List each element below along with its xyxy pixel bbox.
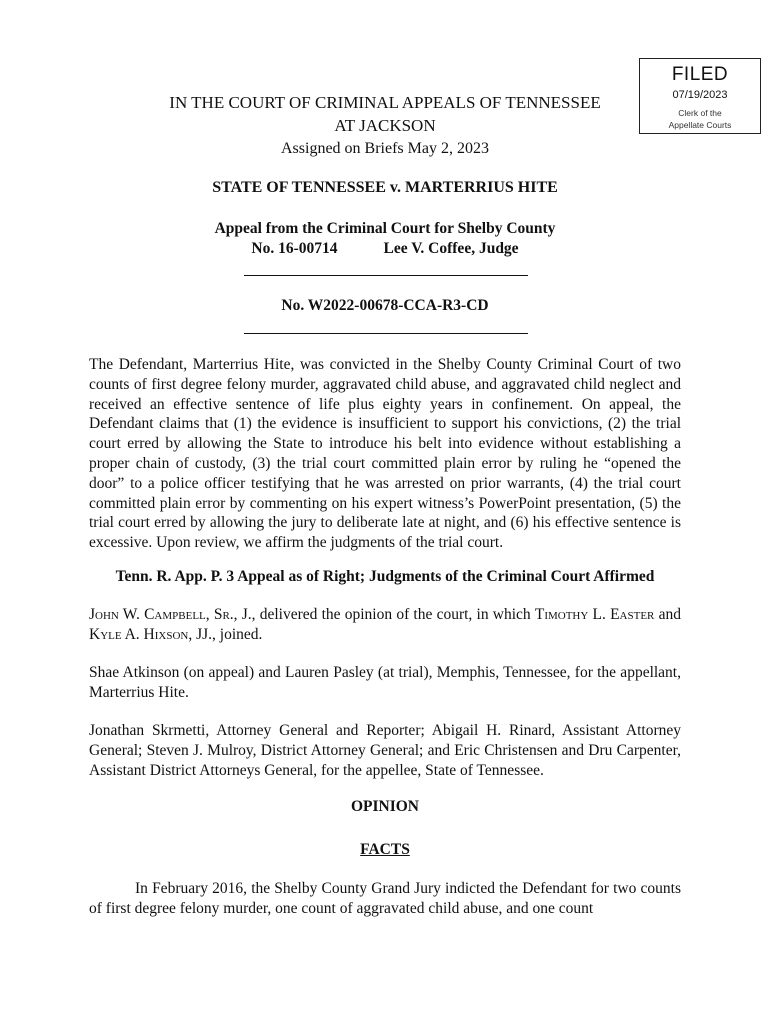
joining-judge-2: Kyle A. Hixson	[89, 625, 189, 643]
appellant-counsel: Shae Atkinson (on appeal) and Lauren Pasley (at trial), Memphis, Tennessee, for the appellant, Marterrius Hite.	[89, 664, 681, 701]
appeal-docket-number: No. W2022-00678-CCA-R3-CD	[281, 297, 489, 314]
divider-rule	[244, 333, 528, 334]
judges-and: and	[654, 606, 681, 623]
filed-label: FILED	[671, 64, 729, 85]
stamp-courts-line: Appellate Courts	[668, 120, 732, 130]
appellee-counsel: Jonathan Skrmetti, Attorney General and Reporter; Abigail H. Rinard, Assistant Attorney General; Steven J. Mulroy, District Attorney General; and Eric Christensen and Dru Carpenter, Assistant District Attorneys General, for the appellee, State of Tennessee.	[89, 722, 681, 779]
judges-text: , delivered the opinion of the court, in which	[251, 606, 535, 623]
court-name: IN THE COURT OF CRIMINAL APPEALS OF TENNESSEE	[169, 93, 601, 112]
facts-heading: FACTS	[360, 841, 410, 858]
author-judge: John W. Campbell, Sr., J.	[89, 606, 252, 623]
joining-judge-1: Timothy L. Easter	[534, 606, 655, 623]
court-location: AT JACKSON	[334, 116, 436, 135]
assigned-date: Assigned on Briefs May 2, 2023	[281, 140, 489, 157]
case-summary: The Defendant, Marterrius Hite, was convicted in the Shelby County Criminal Court of two counts of first degree felony murder, aggravated child abuse, and aggravated child neglect and received an effective sentence of life plus eighty years in confinement. On appeal, the Defendant claims that (1) the evidence is insufficient to support his convictions, (2) the trial court erred by allowing the State to introduce his belt into evidence without establishing a proper chain of custody, (3) the trial court committed plain error by ruling he “opened the door” to a police officer testifying that he was arrested on prior warrants, (4) the trial court committed plain error by commenting on his expert witness’s PowerPoint presentation, (5) the trial court erred by allowing the jury to deliberate late at night, and (6) his effective sentence is excessive. Upon review, we affirm the judgments of the trial court.	[89, 356, 681, 552]
filed-date: 07/19/2023	[672, 89, 728, 101]
judges-paragraph	[89, 605, 681, 645]
judges-end: , JJ., joined.	[188, 625, 263, 643]
case-caption: STATE OF TENNESSEE v. MARTERRIUS HITE	[212, 179, 558, 196]
trial-judge: Lee V. Coffee, Judge	[383, 240, 519, 257]
trial-number: No. 16-00714	[251, 240, 338, 257]
trial-docket-line	[90, 240, 680, 258]
divider-rule	[244, 275, 528, 276]
holding-line: Tenn. R. App. P. 3 Appeal as of Right; Judgments of the Criminal Court Affirmed	[115, 568, 655, 585]
stamp-clerk-line: Clerk of the	[678, 108, 722, 118]
facts-paragraph: In February 2016, the Shelby County Grand Jury indicted the Defendant for two counts of first degree felony murder, one count of aggravated child abuse, and one count	[89, 880, 681, 917]
appeal-from: Appeal from the Criminal Court for Shelby County	[214, 220, 556, 237]
opinion-heading: OPINION	[350, 798, 420, 815]
